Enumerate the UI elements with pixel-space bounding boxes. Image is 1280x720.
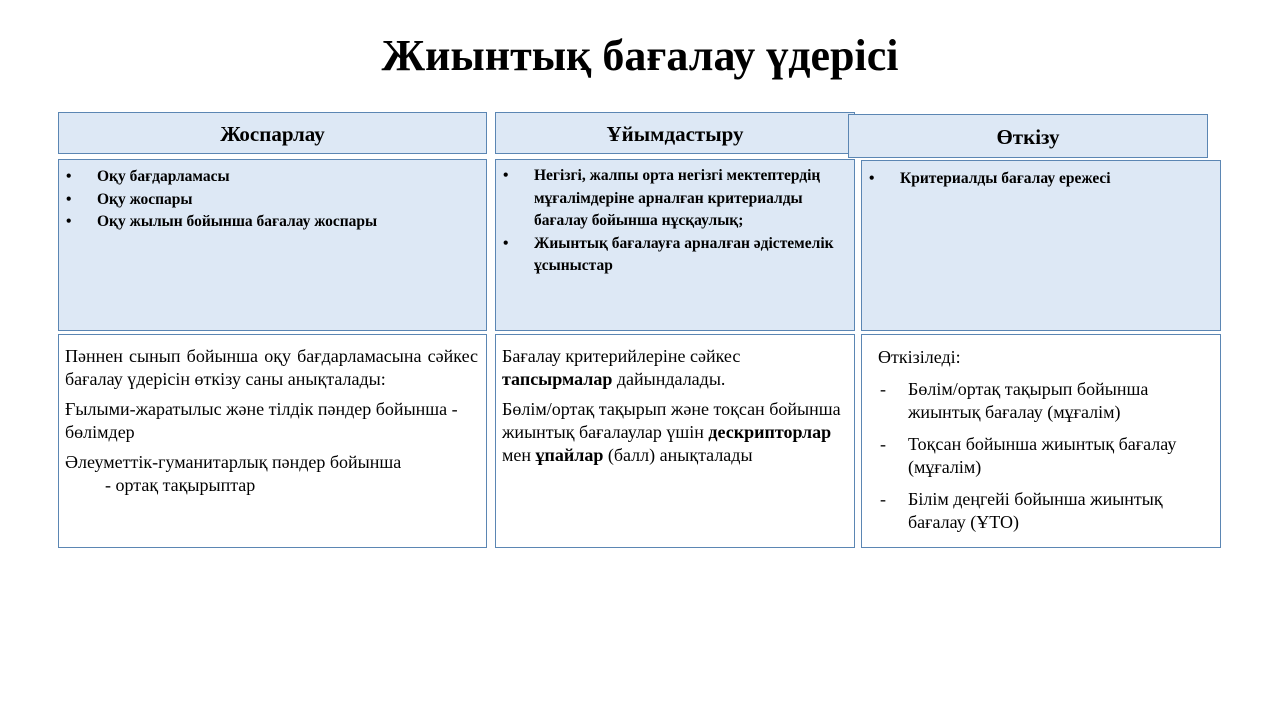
list-item: - Білім деңгейі бойынша жиынтық бағалау (ҰТО) <box>878 488 1208 534</box>
organizing-para-1 <box>502 345 844 391</box>
header-conducting <box>848 114 1208 158</box>
list-item: - Бөлім/ортақ тақырып бойынша жиынтық бағалау (мұғалім) <box>878 378 1208 424</box>
resources-planning <box>58 159 487 331</box>
organizing-keyword-tasks: тапсырмалар <box>502 369 613 389</box>
list-item: • Критериалды бағалау ережесі <box>862 168 1210 191</box>
slide-title: Жиынтық бағалау үдерісі <box>381 31 899 80</box>
planning-para-3b: - ортақ тақырыптар <box>105 475 256 495</box>
resources-organizing-list <box>496 165 844 278</box>
organizing-keyword-descriptors: дескрипторлар <box>708 422 832 442</box>
list-item: • Оқу жылын бойынша бағалау жоспары <box>59 211 480 234</box>
organizing-para-2-mid: мен <box>502 445 536 465</box>
planning-para-1: Пәннен сынып бойынша оқу бағдарламасына сәйкес бағалау үдерісін өткізу саны анықталады: <box>65 346 478 389</box>
header-planning <box>58 112 487 154</box>
planning-para-3: Әлеуметтік-гуманитарлық пәндер бойынша <box>65 452 402 472</box>
header-organizing-label: Ұйымдастыру <box>606 122 744 146</box>
conducting-intro: Өткізіледі: <box>878 347 961 367</box>
organizing-para-1-end: дайындалады. <box>612 369 726 389</box>
list-item: • Негізгі, жалпы орта негізгі мектептердің мұғалімдеріне арналған критериалды бағалау бойынша нұсқаулық; <box>496 165 844 233</box>
organizing-para-2-text: Бөлім/ортақ тақырып және тоқсан бойынша жиынтық бағалаулар үшін <box>502 399 841 442</box>
organizing-keyword-points: ұпайлар <box>535 445 604 465</box>
organizing-para-1-text: Бағалау критерийлеріне сәйкес <box>502 346 741 366</box>
description-organizing <box>495 334 855 548</box>
resources-conducting <box>861 160 1221 331</box>
list-item: - Тоқсан бойынша жиынтық бағалау (мұғалім) <box>878 433 1208 479</box>
header-conducting-label: Өткізу <box>996 125 1060 149</box>
organizing-para-2 <box>502 398 844 467</box>
resources-organizing <box>495 159 855 331</box>
resources-planning-list <box>59 166 480 234</box>
organizing-para-2-end: (балл) анықталады <box>603 445 753 465</box>
list-item: • Жиынтық бағалауға арналған әдістемелік ұсыныстар <box>496 233 844 278</box>
planning-para-2: Ғылыми-жаратылыс және тілдік пәндер бойынша - бөлімдер <box>65 399 458 442</box>
conducting-list <box>878 378 1208 534</box>
description-planning <box>58 334 487 548</box>
resources-conducting-list <box>862 168 1210 191</box>
header-organizing <box>495 112 855 154</box>
description-conducting <box>861 334 1221 548</box>
list-item: • Оқу жоспары <box>59 189 480 212</box>
header-planning-label: Жоспарлау <box>220 122 325 146</box>
list-item: • Оқу бағдарламасы <box>59 166 480 189</box>
